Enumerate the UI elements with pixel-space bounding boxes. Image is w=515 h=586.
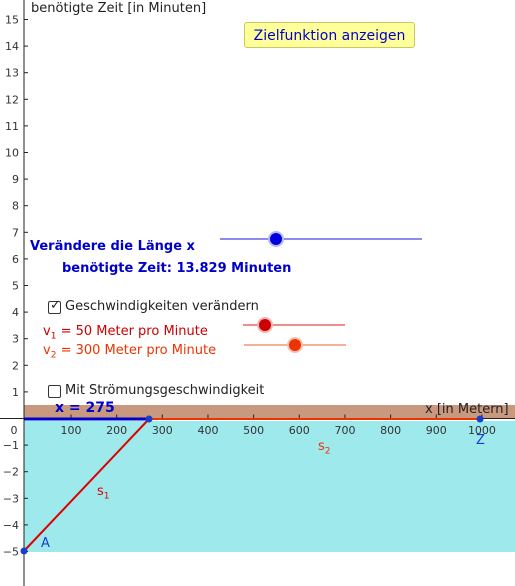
y-tick-label: 3 [12, 332, 19, 346]
y-tick-label: 11 [5, 119, 19, 133]
slider-x-label: Verändere die Länge x [30, 239, 195, 254]
current-checkbox[interactable] [48, 385, 61, 398]
v2-subscript: 2 [50, 350, 57, 361]
y-tick-label: 8 [12, 199, 19, 213]
y-tick-label: −4 [2, 518, 19, 532]
y-tick-label: 13 [5, 66, 19, 80]
s1-symbol: s [97, 484, 104, 499]
s2-label [318, 439, 331, 457]
point-a-label: A [41, 536, 50, 551]
y-tick-label: 2 [12, 359, 19, 373]
show-objective-function-button[interactable]: Zielfunktion anzeigen [244, 22, 415, 48]
v2-label [43, 343, 216, 361]
y-axis-title: benötigte Zeit [in Minuten] [31, 1, 207, 16]
current-checkbox-label: Mit Strömungsgeschwindigkeit [65, 383, 265, 398]
x-tick-label: 200 [106, 424, 128, 437]
y-tick-label: 12 [5, 93, 19, 107]
slider-v2-handle[interactable] [289, 339, 301, 351]
point-a[interactable] [21, 548, 28, 555]
y-tick-label: −5 [2, 545, 19, 559]
y-tick-labels [3, 14, 19, 559]
speeds-checkbox-label: Geschwindigkeiten verändern [65, 299, 259, 314]
s1-subscript: 1 [103, 491, 110, 502]
s2-symbol: s [318, 439, 325, 454]
s1-label [97, 484, 110, 502]
slider-x-handle[interactable] [270, 233, 282, 245]
checkmark-icon: ✓ [50, 298, 61, 313]
v1-text: = 50 Meter pro Minute [56, 324, 208, 339]
y-tick-label: 9 [12, 173, 19, 187]
x-tick-label: 100 [60, 424, 82, 437]
time-readout: benötigte Zeit: 13.829 Minuten [62, 261, 292, 276]
point-z-label: Z [476, 433, 485, 448]
y-tick-label: 14 [5, 40, 19, 54]
point-x-end[interactable] [146, 416, 153, 423]
y-tick-label: 5 [12, 279, 19, 293]
s2-subscript: 2 [324, 446, 331, 457]
x-tick-label: 0 [10, 424, 18, 437]
x-tick-label: 300 [151, 424, 173, 437]
x-tick-label: 900 [425, 424, 447, 437]
x-axis-title: x [in Metern] [425, 402, 509, 417]
v2-symbol: v [43, 343, 51, 358]
x-tick-label: 1000 [467, 424, 496, 437]
y-tick-label: 15 [5, 13, 19, 27]
y-tick-label: −3 [2, 492, 19, 506]
x-tick-label: 600 [288, 424, 310, 437]
v1-label [43, 324, 208, 342]
x-tick-label: 700 [334, 424, 356, 437]
y-tick-label: −2 [2, 465, 19, 479]
x-tick-label: 800 [380, 424, 402, 437]
y-tick-marks [24, 20, 28, 552]
y-tick-label: 6 [12, 252, 19, 266]
speeds-checkbox[interactable] [48, 298, 61, 314]
y-tick-label: 7 [12, 226, 19, 240]
y-tick-label: 4 [12, 306, 19, 320]
x-tick-label: 500 [243, 424, 265, 437]
v1-subscript: 1 [50, 331, 57, 342]
y-tick-label: 10 [5, 146, 19, 160]
v2-text: = 300 Meter pro Minute [56, 343, 217, 358]
slider-v1-handle[interactable] [259, 319, 271, 331]
x-tick-label: 400 [197, 424, 219, 437]
y-tick-label: −1 [2, 439, 19, 453]
x-value-label: x = 275 [55, 400, 115, 416]
y-tick-label: 1 [12, 385, 19, 399]
v1-symbol: v [43, 324, 51, 339]
